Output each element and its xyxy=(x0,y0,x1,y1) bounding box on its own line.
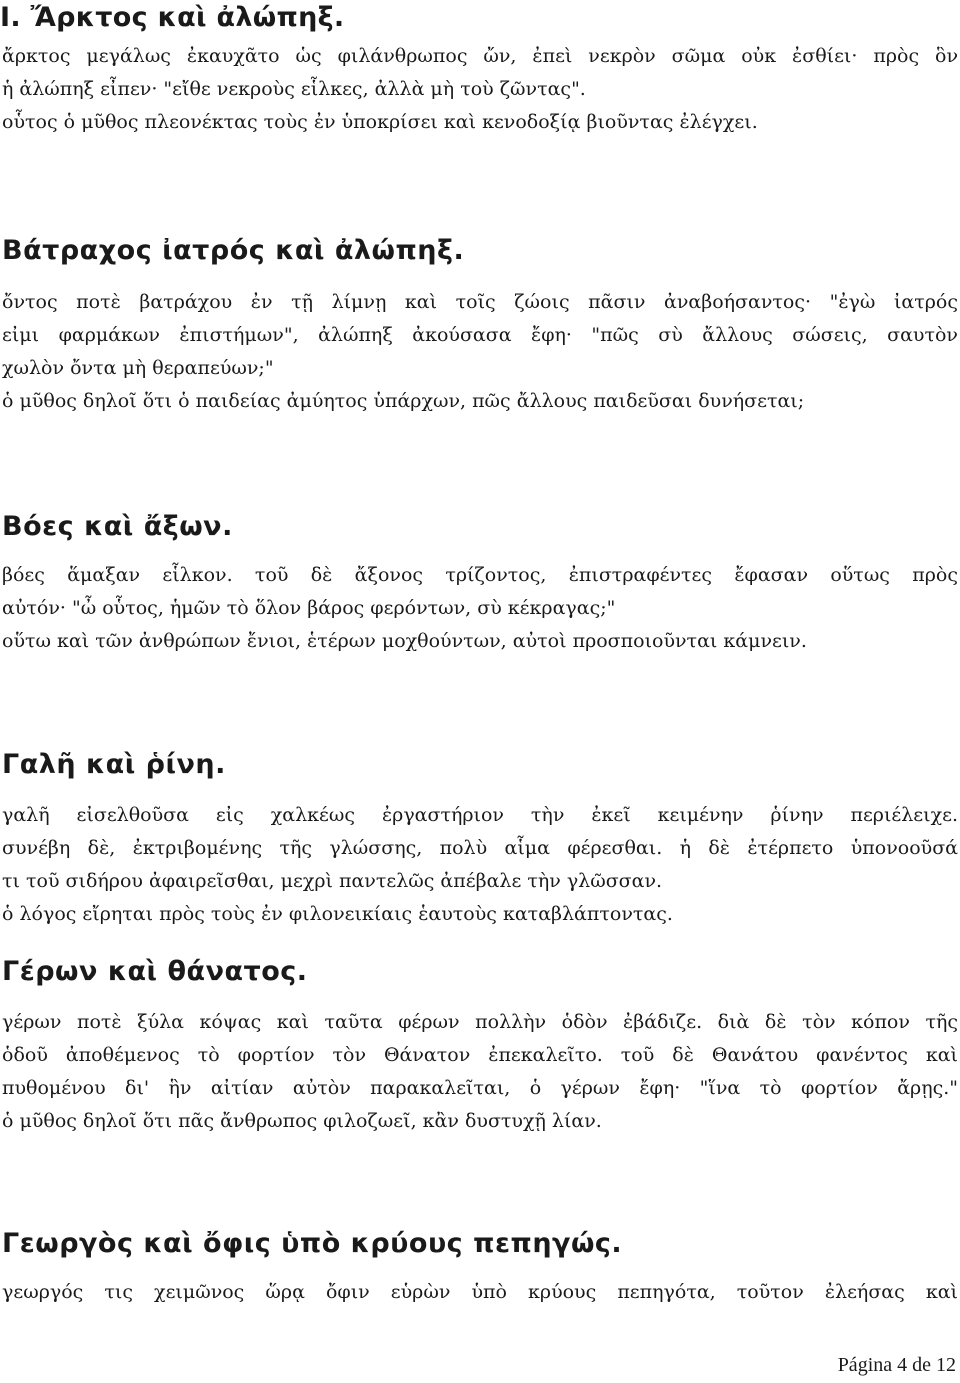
text-line: οὕτω καὶ τῶν ἀνθρώπων ἔνιοι, ἑτέρων μοχθούντων, αὐτοὶ προσποιοῦνται κάμνειν. xyxy=(2,630,807,652)
section-body xyxy=(2,559,958,658)
section-body xyxy=(2,40,958,139)
text-line: γαλῆ εἰσελθοῦσα εἰς χαλκέως ἐργαστήριον τὴν ἐκεῖ κειμένην ῥίνην περιέλειχε. xyxy=(2,804,958,826)
text-line: τι τοῦ σιδήρου ἀφαιρεῖσθαι, μεχρὶ παντελῶς ἀπέβαλε τὴν γλῶσσαν. xyxy=(2,870,663,892)
text-line: ὄντος ποτὲ βατράχου ἐν τῇ λίμνῃ καὶ τοῖς ζώοις πᾶσιν ἀναβοήσαντος· "ἐγὼ ἰατρός xyxy=(2,291,958,313)
text-line: ὁδοῦ ἀποθέμενος τὸ φορτίον τὸν Θάνατον ἐπεκαλεῖτο. τοῦ δὲ Θανάτου φανέντος καὶ xyxy=(2,1044,958,1066)
text-line: πυθομένου δι' ἣν αἰτίαν αὐτὸν παρακαλεῖται, ὁ γέρων ἔφη· "ἵνα τὸ φορτίον ἄρῃς." xyxy=(2,1077,958,1099)
text-line: οὗτος ὁ μῦθος πλεονέκτας τοὺς ἐν ὑποκρίσει καὶ κενοδοξίᾳ βιοῦντας ἐλέγχει. xyxy=(2,111,758,133)
section-title: I. Ἄρκτος καὶ ἀλώπηξ. xyxy=(0,2,345,33)
section-title: Γέρων καὶ θάνατος. xyxy=(2,956,308,987)
text-line: χωλὸν ὄντα μὴ θεραπεύων;" xyxy=(2,357,274,379)
section-body xyxy=(2,1006,958,1138)
section-body xyxy=(2,799,958,931)
text-line: ὁ μῦθος δηλοῖ ὅτι ὁ παιδείας ἀμύητος ὑπάρχων, πῶς ἄλλους παιδεῦσαι δυνήσεται; xyxy=(2,390,805,412)
page-number: Página 4 de 12 xyxy=(837,1354,956,1376)
section-body xyxy=(2,286,958,418)
text-line: ἄρκτος μεγάλως ἐκαυχᾶτο ὡς φιλάνθρωπος ὤν, ἐπεὶ νεκρὸν σῶμα οὐκ ἐσθίει· πρὸς ὃν xyxy=(2,45,958,67)
text-line: εἰμι φαρμάκων ἐπιστήμων", ἀλώπηξ ἀκούσασα ἔφη· "πῶς σὺ ἄλλους σώσεις, σαυτὸν xyxy=(2,324,958,346)
text-line: γεωργός τις χειμῶνος ὥρᾳ ὄφιν εὑρὼν ὑπὸ κρύους πεπηγότα, τοῦτον ἐλεήσας καὶ xyxy=(2,1281,958,1303)
section-title: Γεωργὸς καὶ ὄφις ὑπὸ κρύους πεπηγώς. xyxy=(2,1228,623,1259)
section-body xyxy=(2,1276,958,1309)
text-line: βόες ἅμαξαν εἷλκον. τοῦ δὲ ἄξονος τρίζοντος, ἐπιστραφέντες ἔφασαν οὕτως πρὸς xyxy=(2,564,958,586)
text-line: γέρων ποτὲ ξύλα κόψας καὶ ταῦτα φέρων πολλὴν ὁδὸν ἐβάδιζε. διὰ δὲ τὸν κόπον τῆς xyxy=(2,1011,958,1033)
text-line: αὐτόν· "ὦ οὗτος, ἡμῶν τὸ ὅλον βάρος φερόντων, σὺ κέκραγας;" xyxy=(2,597,616,619)
section-title: Βάτραχος ἰατρός καὶ ἀλώπηξ. xyxy=(2,235,465,266)
text-line: συνέβη δὲ, ἐκτριβομένης τῆς γλώσσης, πολὺ αἷμα φέρεσθαι. ἡ δὲ ἐτέρπετο ὑπονοοῦσά xyxy=(2,837,958,859)
text-line: ὁ μῦθος δηλοῖ ὅτι πᾶς ἄνθρωπος φιλοζωεῖ, κἂν δυστυχῇ λίαν. xyxy=(2,1110,602,1132)
section-title: Βόες καὶ ἄξων. xyxy=(2,511,233,542)
section-title: Γαλῆ καὶ ῥίνη. xyxy=(2,749,226,780)
text-line: ἡ ἀλώπηξ εἶπεν· "εἴθε νεκροὺς εἷλκες, ἀλλὰ μὴ τοὺ ζῶντας". xyxy=(2,78,586,100)
text-line: ὁ λόγος εἴρηται πρὸς τοὺς ἐν φιλονεικίαις ἑαυτοὺς καταβλάπτοντας. xyxy=(2,903,673,925)
